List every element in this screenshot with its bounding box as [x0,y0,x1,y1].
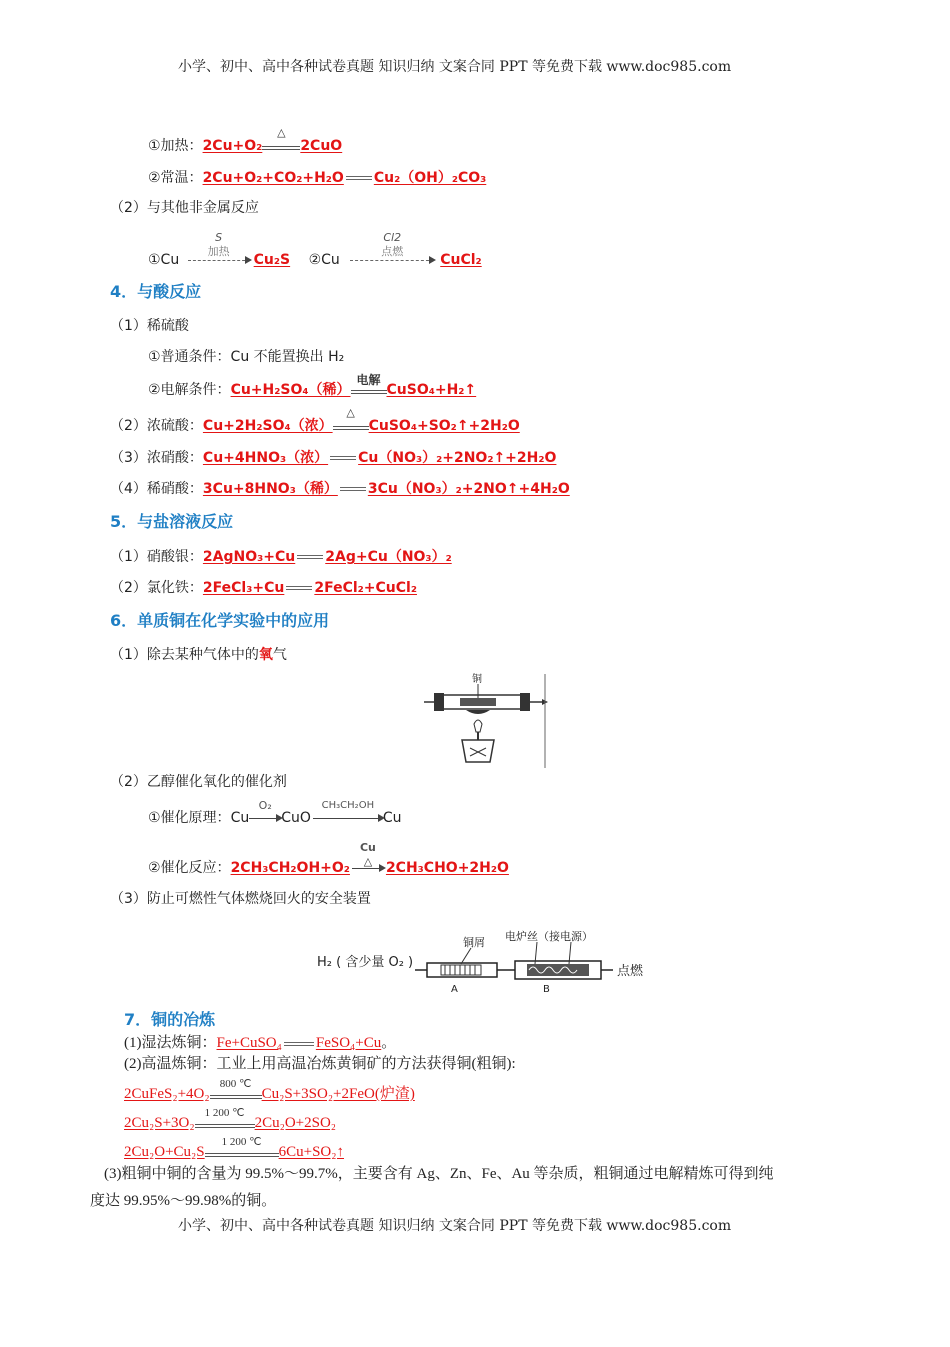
oxygen-removal-title [110,646,287,664]
section-5-title: 5．与盐溶液反应 [110,512,234,531]
rxn-rhs: 2CH₃CHO+2H₂O [385,860,509,876]
room-rhs: Cu₂（OH）₂CO₃ [373,170,487,186]
conc-condition [333,406,369,435]
e1-condition [210,1077,262,1104]
heat-label: ①加热： [148,138,203,154]
heat-rhs: 2CuO [300,138,343,154]
wet-end: 。 [381,1035,397,1051]
e3-cond-text: 1 200 ℃ [221,1135,262,1148]
rxn-lhs: 2CH₃CH₂OH+O₂ [230,860,350,876]
catalyst-title: （2）乙醇催化氧化的催化剂 [110,774,287,790]
sulfur-label: S [215,231,223,244]
conc-sulfuric-equation [110,406,520,435]
p-cu: Cu [230,810,250,826]
principle-label: ①催化原理： [148,810,231,826]
equals-sign [346,175,372,181]
wet-label: (1)湿法炼铜： [124,1035,217,1051]
chlorine-arrow [350,231,434,269]
wet-smelting [124,1034,396,1052]
heat-word: 加热 [207,245,230,258]
heat-lhs: 2Cu+O₂ [202,138,263,154]
elec-lhs: Cu+H₂SO₄（稀） [230,382,351,398]
label-a: A [451,984,458,995]
e1-rhs: Cu₂S+3SO₂+2FeO(炉渣) [261,1086,415,1102]
room-equation [148,169,486,187]
e3-rhs: 6Cu+SO₂↑ [278,1144,344,1160]
heat-cond-text: △ [277,126,286,139]
fe-rhs: 2FeCl₂+CuCl₂ [314,580,417,596]
wet-rhs: FeSO₄+Cu [315,1035,382,1051]
catalyst-principle [148,799,402,827]
heat-equation [148,126,343,155]
copper-label: 铜 [472,674,482,685]
elec-label: ②电解条件： [148,382,231,398]
dilute-nitric-equation [110,480,570,498]
page-footer: 小学、初中、高中各种试卷真题 知识归纳 文案合同 PPT 等免费下载 www.doc985.com [178,1218,732,1234]
o2-title-pre: （1）除去某种气体中的 [110,647,259,663]
ethanol-arrow [313,800,383,827]
elec-condition [351,373,387,399]
nonmetal-title: （2）与其他非金属反应 [110,200,259,216]
room-label: ②常温： [148,170,203,186]
elec-cond-text: 电解 [356,373,381,387]
equals-sign [284,1041,314,1047]
cn-lhs: Cu+4HNO₃（浓） [202,450,329,466]
rxn-label: ②催化反应： [148,860,231,876]
conc-rhs: CuSO₄+SO₂↑+2H₂O [368,418,520,434]
copper-chips-label: 铜屑 [463,936,485,949]
fe-label: （2）氯化铁： [110,580,203,596]
section-6-title: 6．单质铜在化学实验中的应用 [110,611,330,630]
conc-lhs: Cu+2H₂SO₄（浓） [202,418,333,434]
dn-lhs: 3Cu+8HNO₃（稀） [202,481,338,497]
page-header: 小学、初中、高中各种试卷真题 知识归纳 文案合同 PPT 等免费下载 www.doc985.com [178,59,732,75]
e2-rhs: 2Cu₂O+2SO₂ [254,1115,337,1131]
cucl2-product: CuCl₂ [440,252,482,268]
cu-arrow [352,841,384,877]
ag-label: （1）硝酸银： [110,549,203,565]
e2-lhs: 2Cu₂S+3O₂ [124,1115,195,1131]
section-7-title: 7．铜的冶炼 [124,1010,216,1029]
equals-sign [286,585,312,591]
heat-symbol: △ [363,855,373,868]
ferric-chloride-equation [110,579,417,597]
sulfur-arrow [188,231,250,269]
electrolysis-equation [148,373,477,399]
silver-nitrate-equation [110,548,452,566]
safety-title: （3）防止可燃性气体燃烧回火的安全装置 [110,891,371,907]
normal-condition: ①普通条件：Cu 不能置换出 H₂ [148,349,345,365]
conc-label: （2）浓硫酸： [110,418,203,434]
catalytic-reaction [148,841,509,877]
heating-wire-label: 电炉丝（接电源） [505,930,593,943]
dn-rhs: 3Cu（NO₃）₂+2NO↑+4H₂O [367,481,570,497]
copper-tube-figure [420,672,550,770]
cl2-label: Cl2 [383,231,402,244]
p-cuo: CuO [281,810,311,826]
e3-condition [205,1135,279,1162]
high-temp-smelting: (2)高温炼铜：工业上用高温冶炼黄铜矿的方法获得铜(粗铜): [124,1056,516,1072]
h2-label: H₂ ( 含少量 O₂ ) [317,955,414,970]
fe-lhs: 2FeCl₃+Cu [202,580,285,596]
ag-lhs: 2AgNO₃+Cu [202,549,296,565]
e1-cond-text: 800 ℃ [219,1077,252,1090]
elec-rhs: CuSO₄+H₂↑ [386,382,477,398]
conc-cond-text: △ [346,406,355,419]
e3-lhs: 2Cu₂O+Cu₂S [124,1144,205,1160]
ignite-label: 点燃 [617,964,644,979]
smelt-eq-2 [124,1106,337,1133]
ethanol-label: CH₃CH₂OH [321,800,375,811]
purity-line-2: 度达 99.95%～99.98%的铜。 [90,1193,277,1209]
p-cu2: Cu [382,810,402,826]
dn-label: （4）稀硝酸： [110,481,203,497]
smelt-eq-3 [124,1135,344,1162]
cu-a: ①Cu [148,252,180,268]
section-4-title: 4．与酸反应 [110,282,202,301]
conc-nitric-equation [110,449,556,467]
smelt-eq-1 [124,1077,415,1104]
e2-cond-text: 1 200 ℃ [204,1106,245,1119]
label-b: B [543,984,550,995]
nonmetal-equations [148,231,482,269]
o2-label: O₂ [258,799,272,812]
safety-device-figure [315,924,655,996]
cu2s-product: Cu₂S [253,252,291,268]
cu-b: ②Cu [308,252,340,268]
o2-title-post: 气 [272,647,287,663]
equals-sign [340,486,366,492]
cn-label: （3）浓硝酸： [110,450,203,466]
purity-line-1: (3)粗铜中铜的含量为 99.5%～99.7%，主要含有 Ag、Zn、Fe、Au 等杂质，粗铜通过电解精炼可得到纯 [104,1166,774,1182]
equals-sign [330,455,356,461]
o2-arrow [249,799,281,827]
o2-title-red: 氧 [258,647,273,663]
equals-sign [297,554,323,560]
ignite-word: 点燃 [381,245,404,258]
cu-cat-label: Cu [359,841,376,854]
ag-rhs: 2Ag+Cu（NO₃）₂ [325,549,452,565]
cn-rhs: Cu（NO₃）₂+2NO₂↑+2H₂O [358,450,557,466]
wet-lhs: Fe+CuSO₄ [216,1035,282,1051]
dilute-sulfuric-title: （1）稀硫酸 [110,318,189,334]
e2-condition [195,1106,255,1133]
room-lhs: 2Cu+O₂+CO₂+H₂O [202,170,344,186]
e1-lhs: 2CuFeS₂+4O₂ [124,1086,210,1102]
heat-condition [262,126,300,155]
